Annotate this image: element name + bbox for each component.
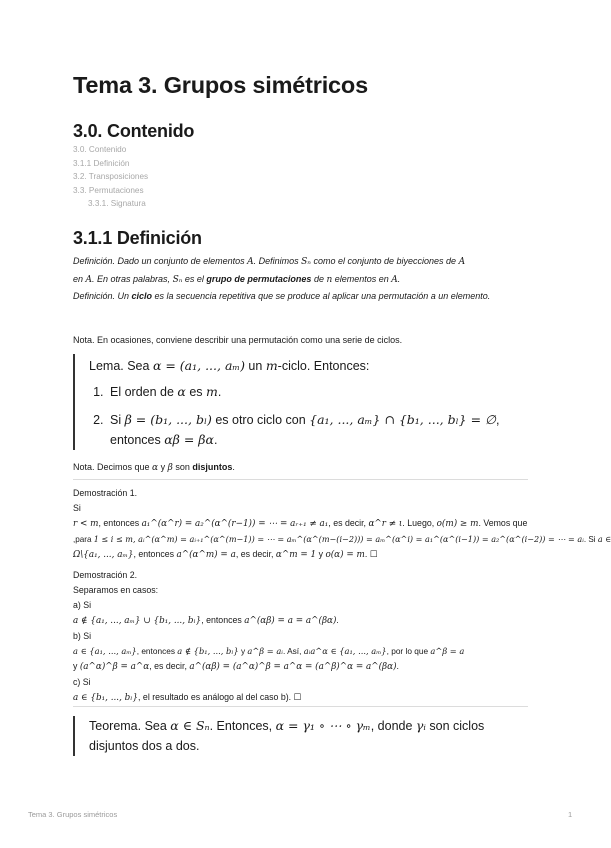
definicion-2: Definición. Un ciclo es la secuencia repetitiva que se produce al aplicar una permutación a un elemento.: [73, 291, 491, 301]
divider: [73, 479, 528, 480]
lema-intro: Lema. Sea α = (a₁, ..., aₘ) un m-ciclo. Entonces:: [89, 358, 370, 373]
definicion-1: Definición. Dado un conjunto de elementos A. Definimos Sₙ como el conjunto de biyecciones de A en A. En otras palabras, Sₙ es el grupo de permutaciones de n elementos en A.: [73, 256, 466, 285]
page-title: Tema 3. Grupos simétricos: [73, 72, 368, 98]
table-of-contents: [73, 143, 148, 211]
toc-item[interactable]: 3.1.1 Definición: [73, 158, 130, 168]
demostracion-1: Demostración 1. Si r < m, entonces a₁^(α^r) = a₂^(α^(r−1)) = ⋯ = aᵣ₊₁ ≠ a₁, es decir, α^r ≠ ι. Luego, o(m) ≥ m. Vemos que ,para 1 ≤ i ≤ m, aᵢ^(α^m) = aᵢ₊₁^(α^(m−1)) = ⋯ = aₘ^(α^(m−(i−2))) = aₘ^(α^i) = a₁^(α^(i−1)) = a₂^(α^(i−2)) = ⋯ = aᵢ. Si a ∈ Ω\{a₁, ..., aₘ}, entonces a^(α^m) = a, es decir, α^m = 1 y o(α) = m. ☐: [73, 488, 611, 560]
definicion-heading: 3.1.1 Definición: [73, 228, 202, 248]
divider: [73, 706, 528, 707]
teorema-callout: Teorema. Sea α ∈ Sₙ. Entonces, α = γ₁ ∘ ⋯ ∘ γₘ, donde γᵢ son ciclos disjuntos dos a dos.: [73, 716, 523, 756]
contenido-heading: 3.0. Contenido: [73, 121, 195, 141]
toc-item[interactable]: 3.0. Contenido: [73, 145, 127, 154]
nota-2: Nota. Decimos que α y β son disjuntos.: [73, 462, 235, 473]
page-number: 1: [568, 810, 573, 819]
demostracion-2: Demostración 2. Separamos en casos: a) Si a ∉ {a₁, ..., aₘ} ∪ {b₁, ..., bₗ}, entonces a^(αβ) = a = a^(βα). b) Si a ∈ {a₁, ..., aₘ}, entonces a ∉ {b₁, ..., bₗ} y a^β = aᵢ. Así, aᵢa^α ∈ {a₁, ..., aₘ}, por lo que a^β = a y (a^α)^β = a^α, es decir, a^(αβ) = (a^α)^β = a^α = (a^β)^α = a^(βα). c) Si a ∈ {b₁, ..., bₗ}, el resultado es análogo al del caso b). ☐: [73, 570, 465, 703]
toc-item[interactable]: 3.2. Transposiciones: [73, 172, 149, 182]
lema-list: [89, 380, 523, 450]
footer-title: Tema 3. Grupos simétricos: [28, 810, 118, 819]
toc-item[interactable]: 3.3. Permutaciones: [73, 185, 144, 195]
toc-item[interactable]: 3.3.1. Signatura: [88, 199, 146, 209]
lema-item-1: 1. El orden de α es m.: [107, 380, 523, 404]
lema-callout: [73, 354, 523, 450]
lema-item-2: 2. Si β = (b₁, ..., bₗ) es otro ciclo con {a₁, ..., aₘ} ∩ {b₁, ..., bₗ} = ∅, entonces αβ = βα.: [107, 410, 523, 450]
nota-1: Nota. En ocasiones, conviene describir una permutación como una serie de ciclos.: [73, 335, 403, 345]
